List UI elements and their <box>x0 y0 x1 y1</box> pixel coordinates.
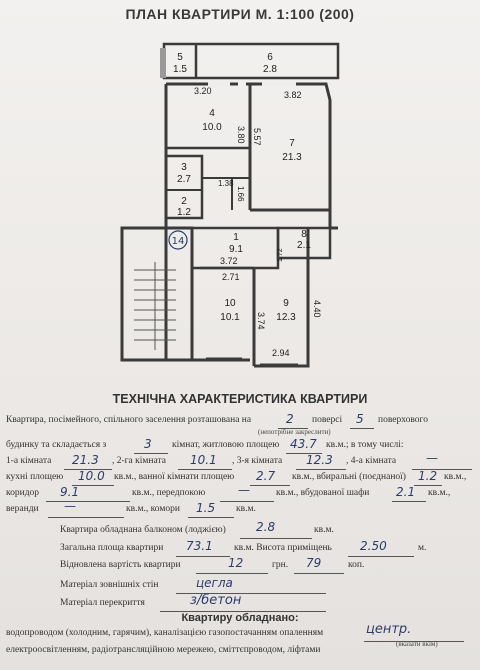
dim-271: 2.71 <box>222 272 240 282</box>
dim-294: 2.94 <box>272 348 290 358</box>
line-3-text-d: , 4-а кімната <box>346 456 397 466</box>
room-2-number: 2 <box>181 196 187 207</box>
line-6-text-b: кв.м., комори <box>126 504 180 514</box>
line-5-text-b: кв.м., передпокою <box>132 488 206 498</box>
line-11-text-a: Матеріал перекриття <box>60 598 145 608</box>
line-4-text-a: кухні площею <box>6 472 64 482</box>
heating-type: центр. <box>366 622 412 637</box>
line-8-text-a: Загальна площа квартири <box>60 543 164 553</box>
line-9-text-b: грн. <box>272 560 289 570</box>
dim-138: 1.38 <box>218 179 234 188</box>
room-1-area: 9.1 <box>229 244 243 255</box>
line-9-text-c: коп. <box>348 560 365 570</box>
line-6-text-a: веранди <box>6 504 39 514</box>
bath-area: 2.7 <box>256 469 276 483</box>
dim-440: 4.40 <box>312 300 322 318</box>
heating-note: (вказати вкім) <box>396 640 438 648</box>
line-12-text-a: водопроводом (холодним, гарячим), каналізацією газопостачанням опаленням <box>6 628 324 638</box>
ceiling-height: 2.50 <box>360 539 387 553</box>
line-4-text-c: кв.м., вбиральні (поєднаної) <box>292 472 406 482</box>
dim-557: 5.57 <box>252 128 262 146</box>
line-13-text-a: електроосвітленням, радіотрансляційною мережею, сміттєпроводом, ліфтами <box>6 645 321 655</box>
total-area: 73.1 <box>186 539 213 553</box>
wall-material: цегла <box>196 576 233 590</box>
room-4-value: — <box>426 451 438 465</box>
dim-382: 3.82 <box>284 90 302 100</box>
floors-value: 5 <box>356 412 364 426</box>
line-8-text-c: м. <box>418 543 427 553</box>
dim-166: 1.66 <box>236 186 245 202</box>
wc-area: 1.2 <box>418 469 438 483</box>
dim-372: 3.72 <box>220 256 238 266</box>
room-8-number: 8 <box>301 229 307 240</box>
line-8-text-b: кв.м. Висота приміщень <box>234 543 332 553</box>
hall-area: — <box>238 483 250 497</box>
line-7-text-b: кв.м. <box>314 525 334 535</box>
line-3-text-a: 1-а кімната <box>6 456 52 466</box>
corridor-area: 9.1 <box>60 485 80 499</box>
room-7-number: 7 <box>289 138 295 149</box>
equipment-title: Квартиру обладнано: <box>181 612 299 624</box>
line-2-text-c: кв.м.; в тому числі: <box>326 440 404 450</box>
line-9-text-a: Відновлена вартість квартири <box>60 560 181 570</box>
value-kop: 79 <box>306 556 322 570</box>
line-5-text-c: кв.м., вбудованої шафи <box>276 488 370 498</box>
room-2-area: 1.2 <box>177 207 191 218</box>
veranda-area: — <box>64 499 76 513</box>
room-5-area: 1.5 <box>173 64 187 75</box>
kitchen-area: 10.0 <box>78 469 105 483</box>
living-area: 43.7 <box>290 437 317 451</box>
line-5-text-a: коридор <box>6 488 40 498</box>
line-2-text-a: будинку та складається з <box>6 440 107 450</box>
floor-value: 2 <box>286 412 294 426</box>
room-4-area: 10.0 <box>202 122 222 133</box>
room-1-number: 1 <box>233 232 239 243</box>
room-9-area: 12.3 <box>276 312 296 323</box>
room-3-value: 12.3 <box>306 453 333 467</box>
room-4-number: 4 <box>209 108 215 119</box>
room-7-area: 21.3 <box>282 152 302 163</box>
dim-380: 3.80 <box>236 126 246 144</box>
line-10-text-a: Матеріал зовнішніх стін <box>60 580 159 590</box>
line-1-text-b: поверсі <box>312 415 343 425</box>
pantry-area: 1.5 <box>196 501 216 515</box>
stair-number: 14 <box>171 236 185 247</box>
room-10-number: 10 <box>224 298 236 309</box>
room-9-number: 9 <box>283 298 289 309</box>
room-3-number: 3 <box>181 162 187 173</box>
rooms-count: 3 <box>144 437 152 451</box>
room-3-area: 2.7 <box>177 174 191 185</box>
balcony-area: 2.8 <box>256 520 276 534</box>
room-5-number: 5 <box>177 52 183 63</box>
line-3-text-c: , 3-я кімната <box>232 456 283 466</box>
dim-320: 3.20 <box>194 86 212 96</box>
line-2-text-b: кімнат, житловою площею <box>172 440 280 450</box>
room-10-area: 10.1 <box>220 312 240 323</box>
room-1-value: 21.3 <box>72 453 99 467</box>
plan-title: ПЛАН КВАРТИРИ М. 1:100 (200) <box>125 6 355 22</box>
closet-area: 2.1 <box>396 485 416 499</box>
line-1-note: (непотрібне закреслити) <box>258 428 331 436</box>
line-1-text-c: поверхового <box>378 415 428 425</box>
room-6-area: 2.8 <box>263 64 277 75</box>
line-3-text-b: , 2-га кімната <box>112 456 166 466</box>
dim-374: 3.74 <box>256 312 266 330</box>
line-4-text-d: кв.м., <box>444 472 467 482</box>
room-8-area: 2.1 <box>297 240 311 251</box>
room-6-number: 6 <box>267 52 273 63</box>
slab-material: з/бетон <box>190 593 242 608</box>
line-5-text-d: кв.м., <box>428 488 451 498</box>
line-4-text-b: кв.м., ванної кімнати площею <box>114 472 235 482</box>
tech-characteristics-title: ТЕХНІЧНА ХАРАКТЕРИСТИКА КВАРТИРИ <box>112 392 368 406</box>
room-6-outline <box>164 44 338 78</box>
line-6-text-c: кв.м. <box>236 504 256 514</box>
value-grn: 12 <box>228 556 244 570</box>
line-7-text-a: Квартира обладнана балконом (лоджією) <box>60 525 226 535</box>
line-1-text-a: Квартира, посімейного, спільного заселення розташована на <box>6 415 252 425</box>
room-2-value: 10.1 <box>190 453 217 467</box>
dim-172: 1.72 <box>277 248 284 262</box>
